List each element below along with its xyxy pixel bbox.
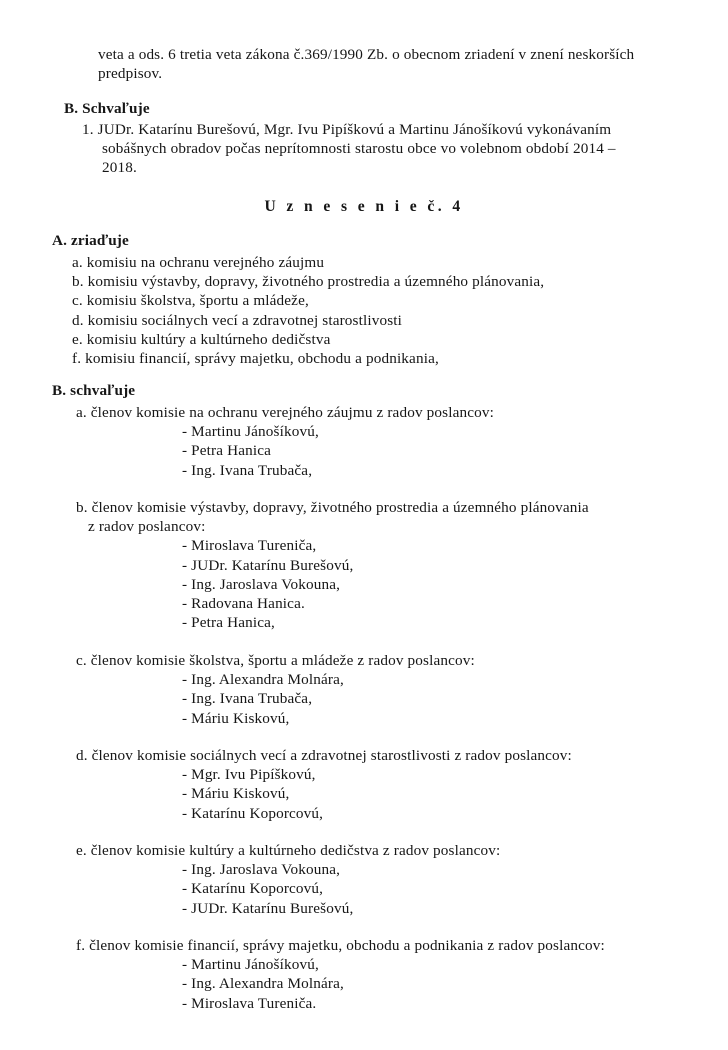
group-label: f. členov komisie financií, správy majetku, obchodu a podnikania z radov poslancov:	[76, 937, 605, 954]
member-name: - Katarínu Koporcovú,	[182, 880, 324, 898]
list-item-text: JUDr. Katarínu Burešovú, Mgr. Ivu Pipíškovú a Martinu Jánošíkovú vykonávaním	[97, 121, 612, 138]
member-name: - Máriu Kiskovú,	[182, 785, 290, 803]
group-member-list	[76, 422, 686, 480]
member-name: - Ing. Ivana Trubača,	[182, 690, 313, 708]
group-label: e. členov komisie kultúry a kultúrneho dedičstva z radov poslancov:	[76, 842, 501, 859]
list-item: a. komisiu na ochranu verejného záujmu	[72, 254, 325, 271]
member-name: - Martinu Jánošíkovú,	[182, 423, 319, 441]
member-name: - Ing. Ivana Trubača,	[182, 461, 313, 479]
list-item: b. komisiu výstavby, dopravy, životného prostredia a územného plánovania,	[72, 273, 545, 291]
list-item-marker: 1.	[82, 121, 94, 138]
list-item-first-line	[82, 120, 686, 139]
member-name: - Martinu Jánošíkovú,	[182, 956, 319, 974]
member-name: - Miroslava Tureniča,	[182, 537, 317, 555]
group-member-list	[76, 536, 686, 632]
member-name: - Máriu Kiskovú,	[182, 709, 290, 727]
member-name: - Mgr. Ivu Pipíškovú,	[182, 766, 316, 784]
commission-group-f	[76, 936, 686, 1013]
group-label: b. členov komisie výstavby, dopravy, životného prostredia a územného plánovania	[76, 499, 589, 516]
section-a-list	[72, 253, 692, 368]
list-item: f. komisiu financií, správy majetku, obchodu a podnikania,	[72, 350, 439, 368]
group-label: d. členov komisie sociálnych vecí a zdravotnej starostlivosti z radov poslancov:	[76, 747, 572, 764]
commission-group-c	[76, 651, 686, 728]
member-name: - Miroslava Tureniča.	[182, 994, 317, 1012]
member-name: - JUDr. Katarínu Burešovú,	[182, 899, 354, 917]
commission-group-a	[76, 403, 686, 480]
list-item-cont-line: 2018.	[102, 159, 137, 177]
member-name: - Petra Hanica	[182, 442, 271, 460]
member-name: - Radovana Hanica.	[182, 595, 305, 613]
group-label: a. členov komisie na ochranu verejného záujmu z radov poslancov:	[76, 404, 494, 421]
commission-group-e	[76, 841, 686, 918]
section-heading-b-schvaluje-2: B. schvaľuje	[52, 382, 136, 399]
paragraph-line: veta a ods. 6 tretia veta zákona č.369/1990 Zb. o obecnom zriadení v znení neskorších	[98, 46, 635, 63]
group-member-list	[76, 765, 686, 823]
resolution-title: U z n e s e n i e č. 4	[264, 198, 464, 215]
paragraph-line: predpisov.	[98, 65, 163, 83]
list-item: c. komisiu školstva, športu a mládeže,	[72, 292, 309, 310]
member-name: - Ing. Alexandra Molnára,	[182, 671, 344, 689]
member-name: - Ing. Jaroslava Vokouna,	[182, 861, 341, 879]
continuation-paragraph	[98, 45, 686, 83]
member-name: - JUDr. Katarínu Burešovú,	[182, 556, 354, 574]
member-name: - Ing. Alexandra Molnára,	[182, 975, 344, 993]
numbered-list-item-1	[82, 120, 686, 178]
group-label: c. členov komisie školstva, športu a mládeže z radov poslancov:	[76, 652, 475, 669]
list-item-cont-line: sobášnych obradov počas neprítomnosti starostu obce vo volebnom období 2014 –	[102, 140, 616, 158]
member-name: - Katarínu Koporcovú,	[182, 804, 324, 822]
commission-group-d	[76, 746, 686, 823]
list-item: e. komisiu kultúry a kultúrneho dedičstva	[72, 330, 331, 348]
group-member-list	[76, 670, 686, 728]
member-name: - Ing. Jaroslava Vokouna,	[182, 575, 341, 593]
group-label-cont: z radov poslancov:	[88, 518, 206, 536]
list-item: d. komisiu sociálnych vecí a zdravotnej starostlivosti	[72, 311, 403, 329]
group-member-list	[76, 860, 686, 918]
group-member-list	[76, 955, 686, 1013]
section-heading-b-schvaluje: B. Schvaľuje	[64, 100, 150, 117]
section-heading-a-zriaduje: A. zriaďuje	[52, 232, 129, 249]
commission-group-b	[76, 498, 686, 632]
member-name: - Petra Hanica,	[182, 614, 275, 632]
